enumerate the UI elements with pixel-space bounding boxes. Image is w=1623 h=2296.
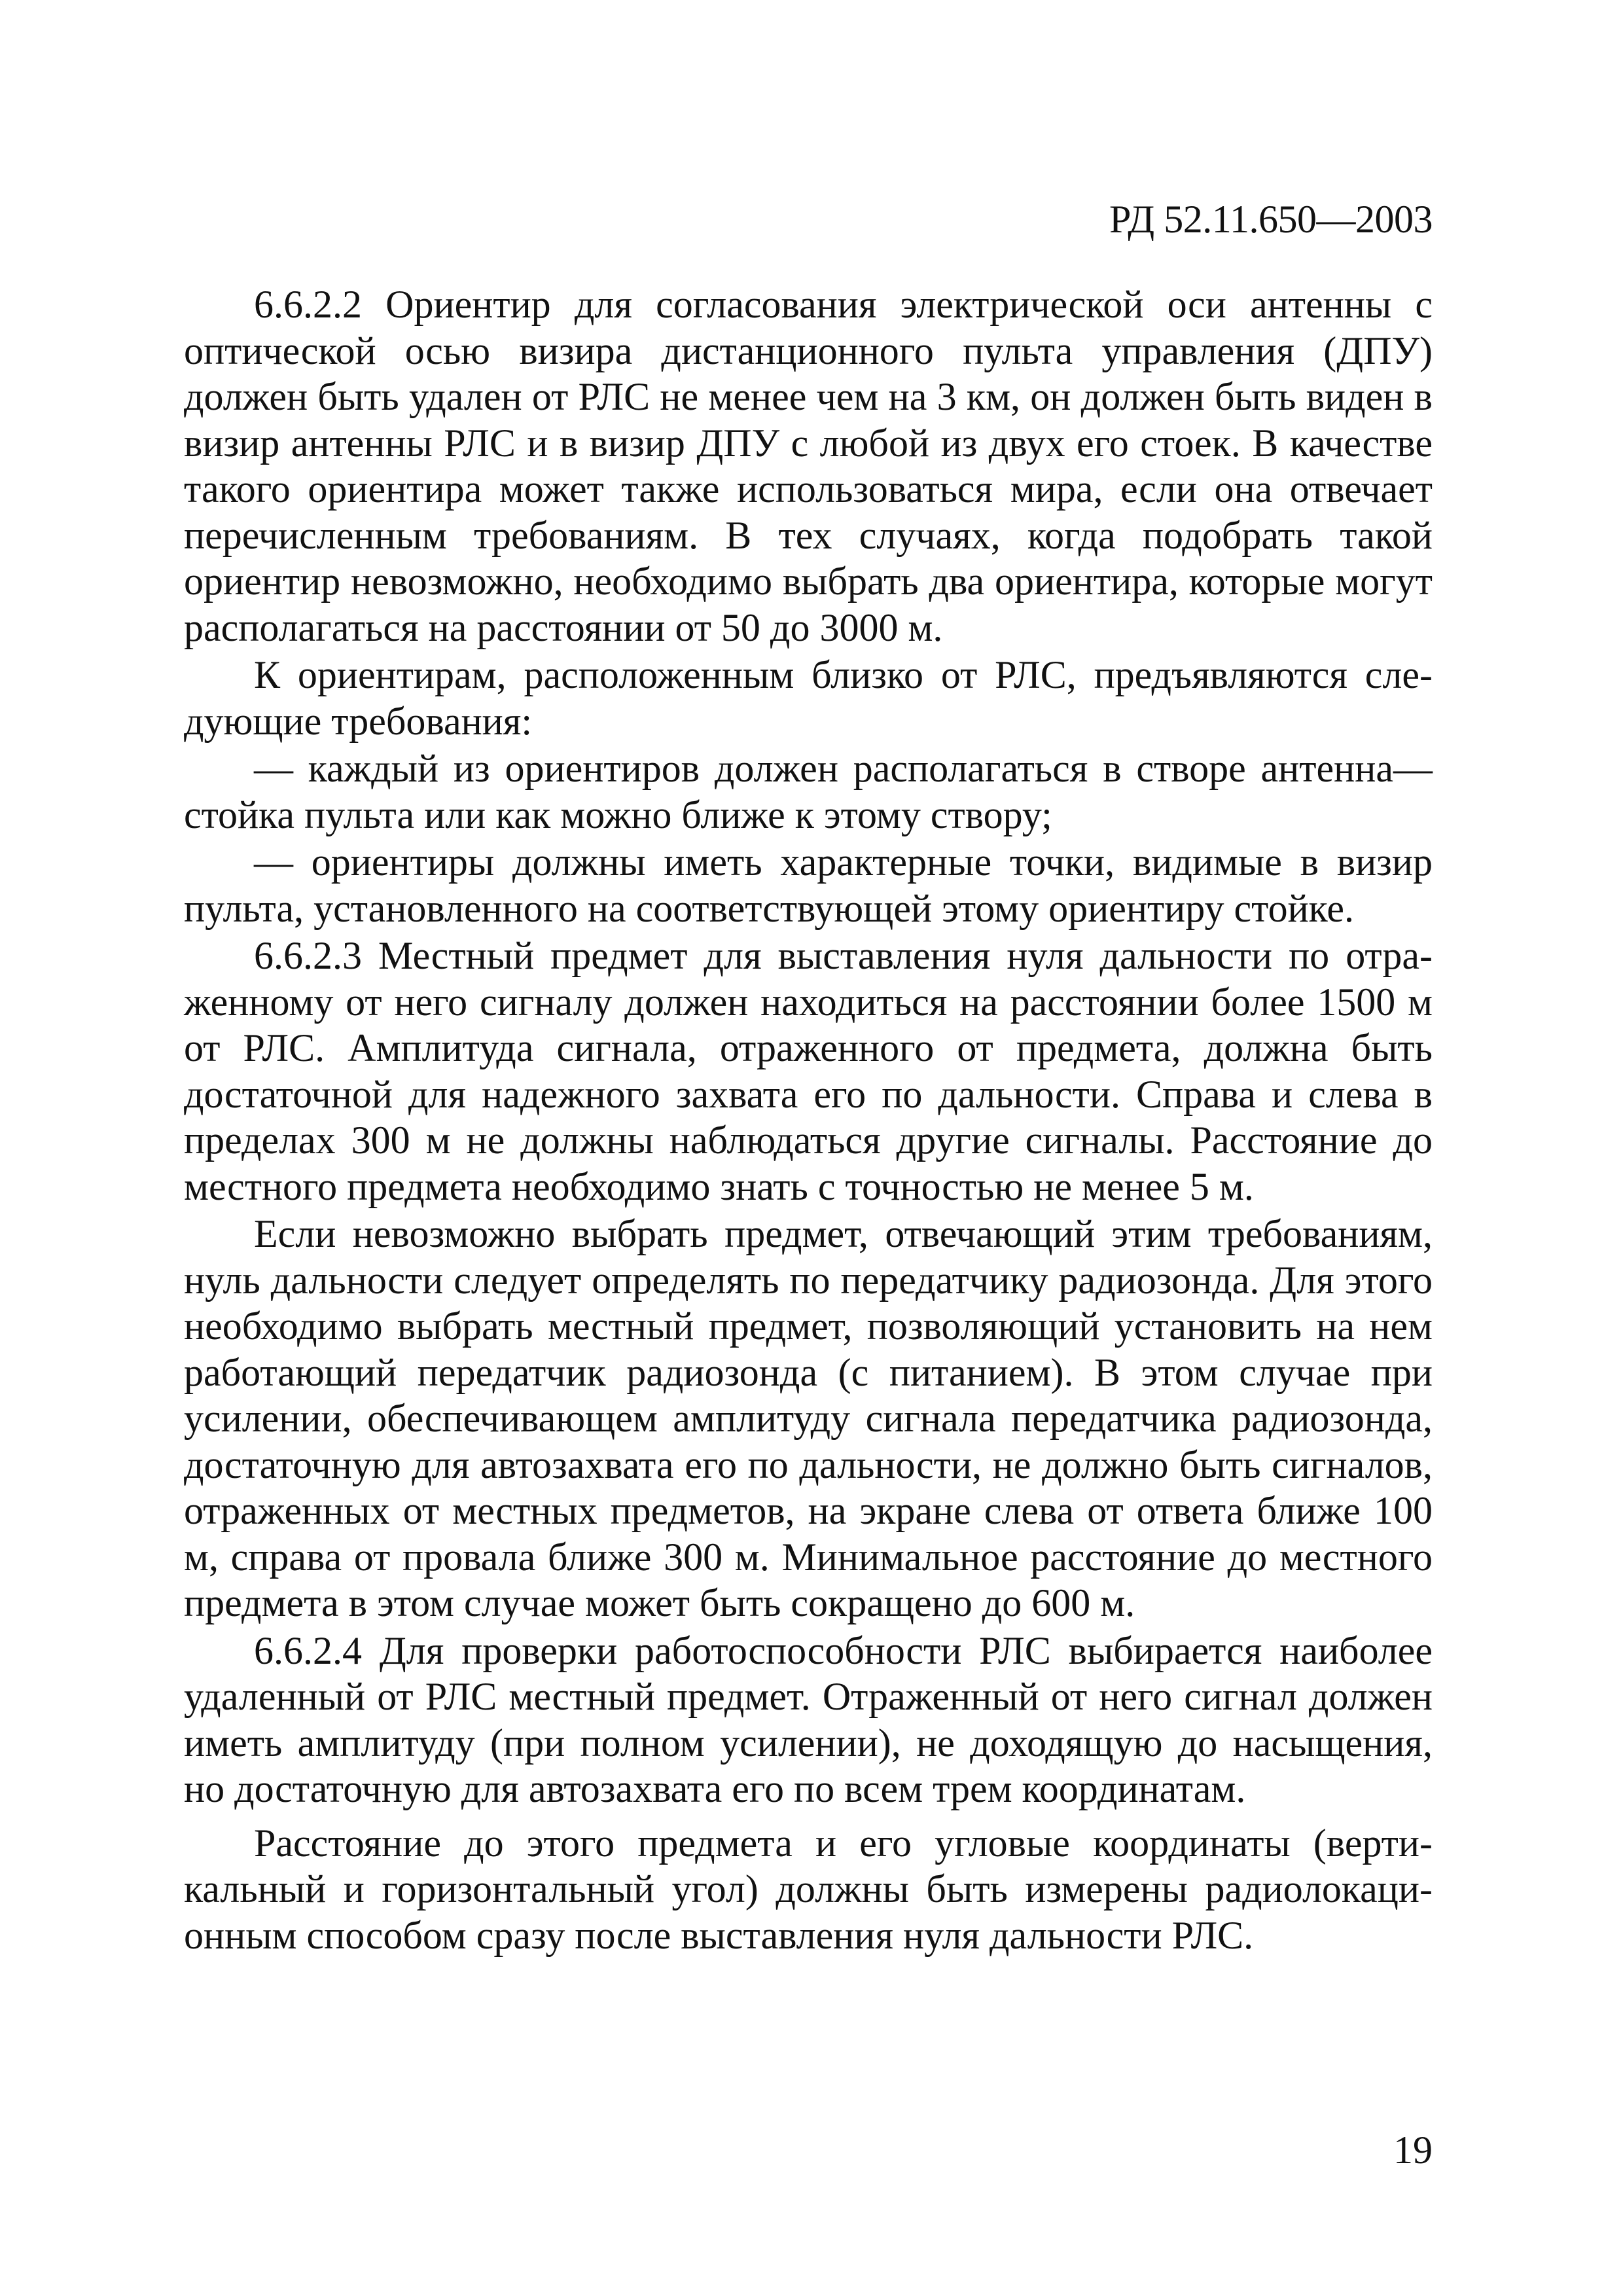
paragraph-6-6-2-3: 6.6.2.3 Местный предмет для выставления нуля дальности по отраженному от него сигналу должен находиться на расстоянии более 1500 м от РЛС. Амплитуда сигнала, отраженного от предмета, должна быть достаточной для надежного захвата его по дальности. Справа и слева в пределах 300 м не должны наблюдаться другие сигналы. Расстояние до местного предмета необходимо знать с точностью не менее 5 м. — [184, 934, 1433, 1208]
paragraph-6-6-2-4: 6.6.2.4 Для проверки работоспособности РЛС выбирается наиболее удаленный от РЛС местный предмет. Отраженный от него сигнал должен иметь амплитуду (при полном усилении), не доходящую до насыщения, но достаточную для автозахвата его по всем трем координатам. — [184, 1628, 1433, 1810]
paragraph-requirements-intro: К ориентирам, расположенным близко от РЛС, предъявляются следующие требования: — [184, 653, 1433, 743]
document-body — [184, 281, 1433, 1958]
paragraph-zero-range-alternative: Если невозможно выбрать предмет, отвечающий этим требованиям, нуль дальности следует определять по передатчику радиозонда. Для этого необходимо выбрать местный предмет, позволяющий установить на нем работающий передатчик радиозонда (с питанием). В этом случае при усилении, обеспечивающем амплитуду сигнала передатчика радиозонда, достаточную для автозахвата его по дальности, не должно быть сигналов, отраженных от местных предметов, на экране слева от ответа ближе 100 м, справа от провала ближе 300 м. Минимальное расстояние до местного предмета в этом случае может быть сокращено до 600 м. — [184, 1212, 1433, 1624]
page-number: 19 — [1393, 2128, 1433, 2172]
paragraph-6-6-2-2: 6.6.2.2 Ориентир для согласования электрической оси антенны с оптической осью визира дистанционного пульта управления (ДПУ) должен быть удален от РЛС не менее чем на 3 км, он должен быть виден в визир антенны РЛС и в визир ДПУ с любой из двух его стоек. В качестве такого ориентира может также использоваться мира, если она отвечает перечисленным требованиям. В тех случаях, когда подобрать такой ориентир невозможно, необходимо выбрать два ориентира, которые могут располагаться на расстоянии от 50 до 3000 м. — [184, 283, 1433, 649]
list-item-requirement-1: — каждый из ориентиров должен располагаться в створе антенна— стойка пульта или как можно ближе к этому створу; — [184, 747, 1433, 836]
document-code-header: РД 52.11.650—2003 — [1109, 198, 1433, 241]
list-item-requirement-2: — ориентиры должны иметь характерные точки, видимые в визир пульта, установленного на соответствующей этому ориентиру стойке. — [184, 840, 1433, 930]
paragraph-distance-measurement: Расстояние до этого предмета и его угловые координаты (вертикальный и горизонтальный угол) должны быть измерены радиолокационным способом сразу после выставления нуля дальности РЛС. — [184, 1821, 1433, 1957]
